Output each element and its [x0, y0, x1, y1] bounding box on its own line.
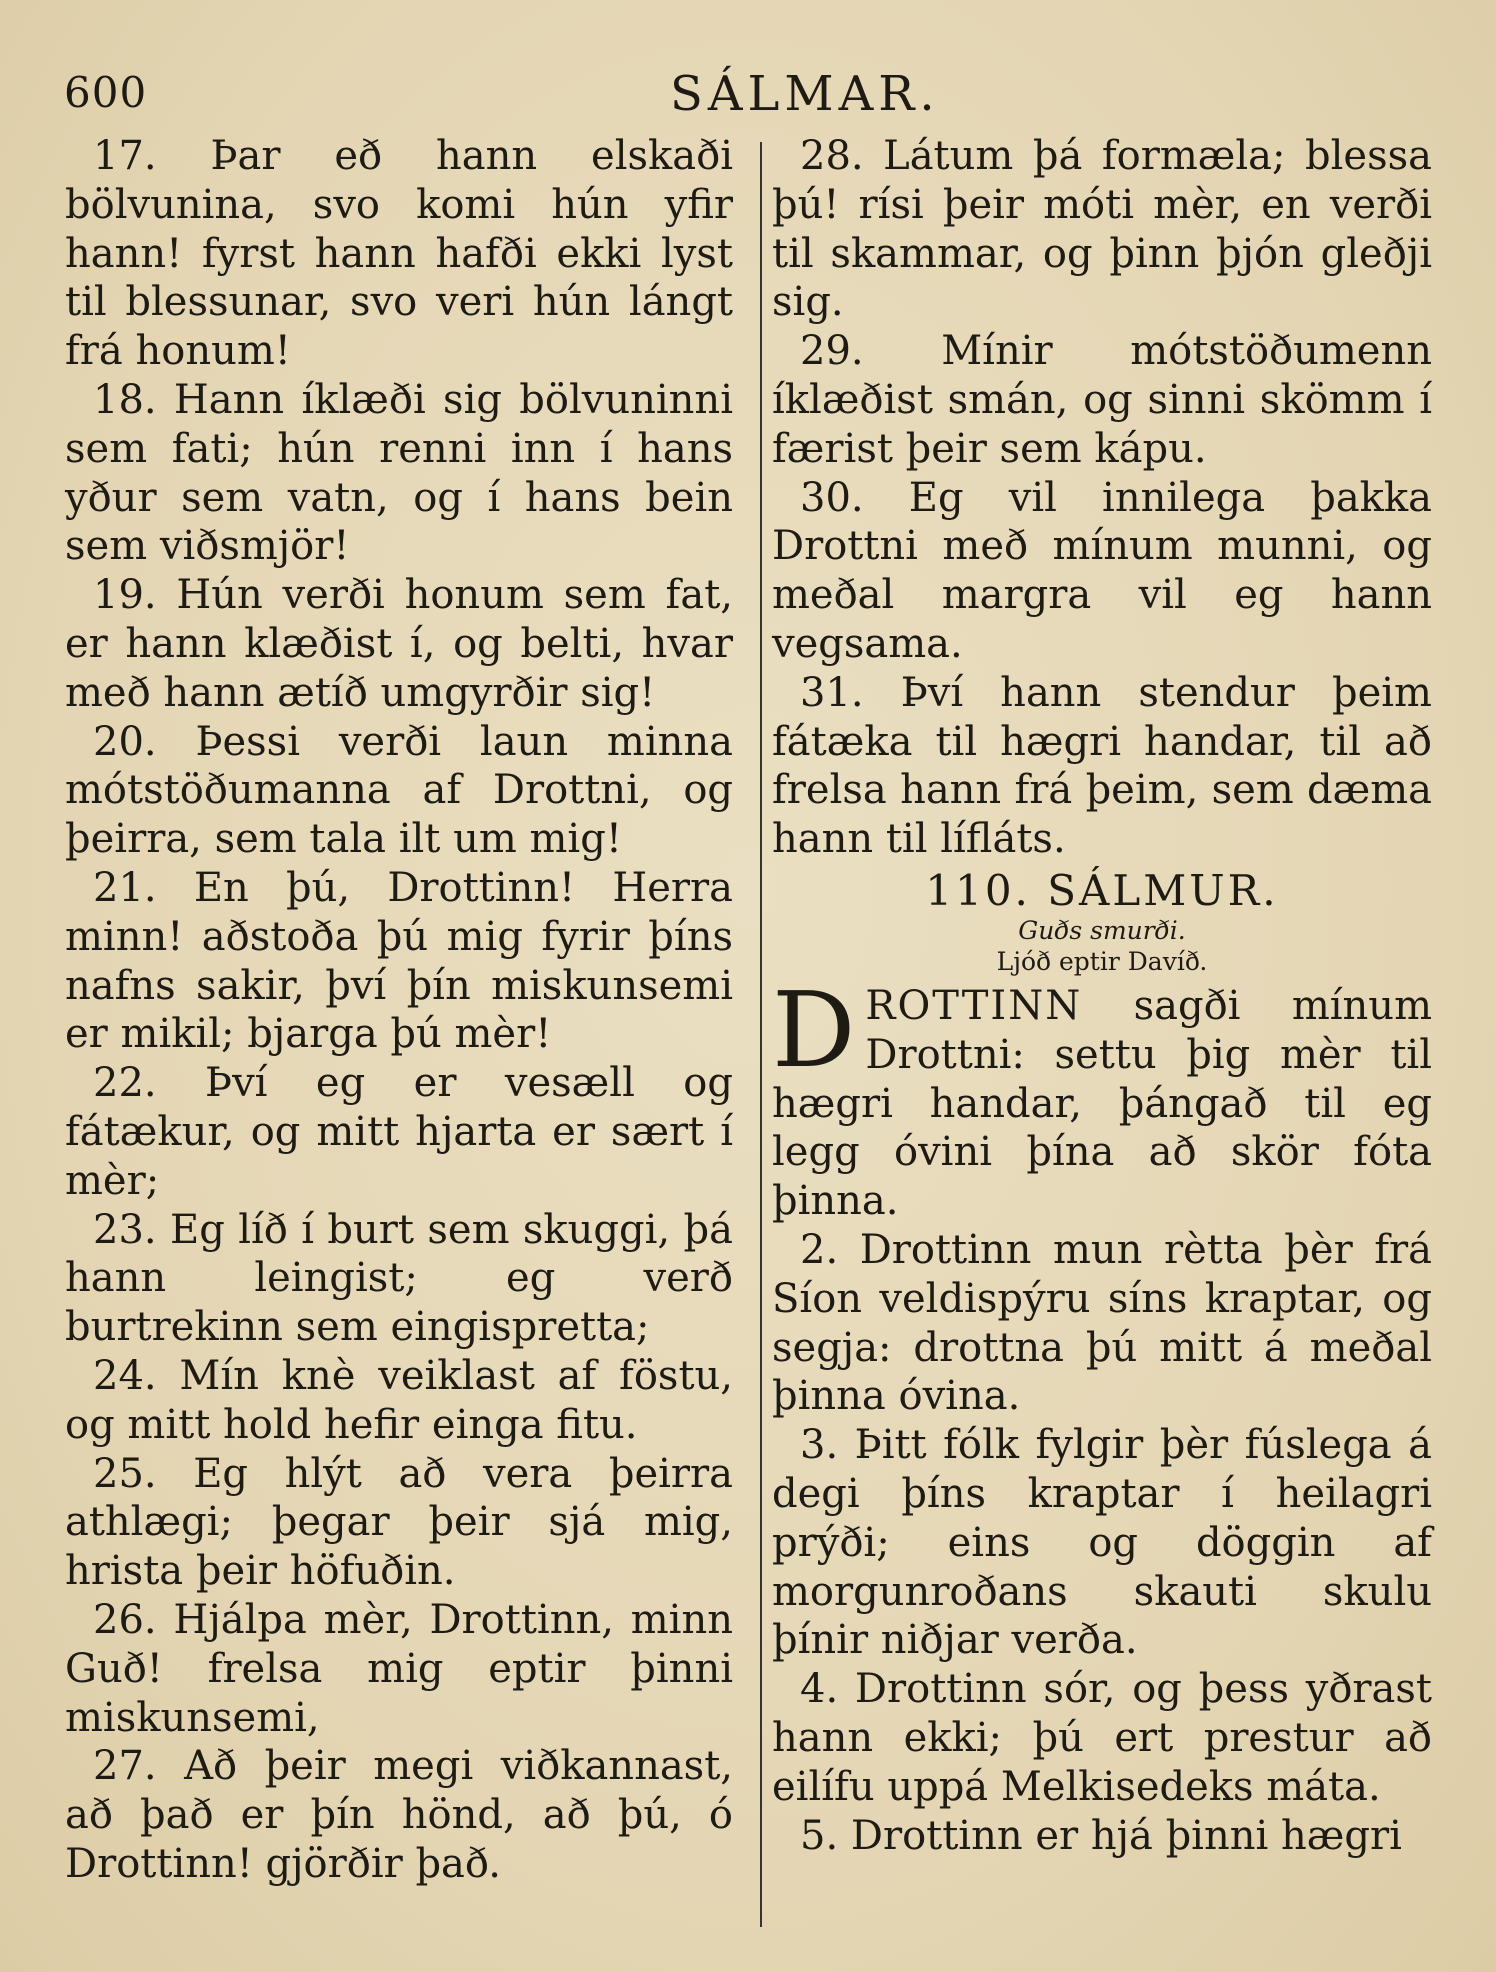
psalm-heading: 110. SÁLMUR. [925, 865, 1279, 915]
page-header [60, 60, 1436, 120]
verse: 28. Látum þá formæla; blessa þú! rísi þeir móti mèr, en verði til skammar, og þinn þjón gleðji sig. [772, 133, 1432, 326]
verse: 27. Að þeir megi viðkannast, að það er þín hönd, að þú, ó Drottinn! gjörðir það. [65, 1743, 733, 1887]
verse: 18. Hann íklæði sig bölvuninni sem fati; hún renni inn í hans yður sem vatn, og í hans bein sem viðsmjör! [65, 376, 733, 570]
verse: 29. Mínir mótstöðumenn íklæðist smán, og sinni skömm í færist þeir sem kápu. [772, 328, 1432, 472]
verse: 3. Þitt fólk fylgir þèr fúslega á degi þíns kraptar í heilagri prýði; eins og döggin af morgunroðans skauti skulu þínir niðjar verða. [772, 1422, 1432, 1664]
verse: 17. Þar eð hann elskaði bölvunina, svo komi hún yfir hann! fyrst hann hafði ekki lyst til blessunar, svo veri hún lángt frá honum! [65, 133, 733, 375]
verse: 30. Eg vil innilega þakka Drottni með mínum munni, og meðal margra vil eg hann vegsama. [772, 474, 1432, 667]
column-divider [760, 142, 762, 1927]
psalm-attribution: Ljóð eptir Davíð. [996, 946, 1208, 976]
verse: 23. Eg líð í burt sem skuggi, þá hann leingist; eg verð burtrekinn sem eingispretta; [65, 1206, 733, 1351]
psalm-subtitle: Guðs smurði. [1018, 915, 1186, 945]
right-column [772, 132, 1432, 1860]
verse: 24. Mín knè veiklast af föstu, og mitt hold hefir einga fitu. [65, 1352, 733, 1448]
opening-caps: ROTTINN [865, 982, 1083, 1029]
verse: 5. Drottinn er hjá þinni hægri [800, 1812, 1402, 1859]
page-number: 600 [64, 68, 148, 117]
opening-text: sagði mínum Drottni: settu þig mèr til hægri handar, þángað til eg legg óvini þína að skör fóta þinna. [772, 982, 1432, 1225]
verse: 20. Þessi verði laun minna mótstöðumanna af Drottni, og þeirra, sem tala ilt um mig! [65, 718, 733, 863]
verse: 26. Hjálpa mèr, Drottinn, minn Guð! frelsa mig eptir þinni miskunsemi, [65, 1596, 733, 1741]
verse: 19. Hún verði honum sem fat, er hann klæðist í, og belti, hvar með hann ætíð umgyrðir sig! [65, 572, 733, 716]
left-column [65, 132, 733, 1889]
verse: 22. Því eg er vesæll og fátækur, og mitt hjarta er sært í mèr; [65, 1060, 733, 1204]
verse: 25. Eg hlýt að vera þeirra athlægi; þegar þeir sjá mig, hrista þeir höfuðin. [65, 1450, 733, 1595]
verse: 21. En þú, Drottinn! Herra minn! aðstoða þú mig fyrir þíns nafns sakir, því þín miskunsemi er mikil; bjarga þú mèr! [65, 864, 733, 1058]
verse: 2. Drottinn mun rètta þèr frá Síon veldispýru síns kraptar, og segja: drottna þú mitt á meðal þinna óvina. [772, 1226, 1432, 1420]
psalm-opening-verse [772, 968, 1432, 1226]
running-head: SÁLMAR. [670, 66, 940, 122]
drop-cap: D [772, 968, 856, 1091]
verse: 4. Drottinn sór, og þess yðrast hann ekki; þú ert prestur að eilífu uppá Melkisedeks máta. [772, 1666, 1432, 1810]
verse: 31. Því hann stendur þeim fátæka til hægri handar, til að frelsa hann frá þeim, sem dæma hann til lífláts. [772, 669, 1432, 863]
